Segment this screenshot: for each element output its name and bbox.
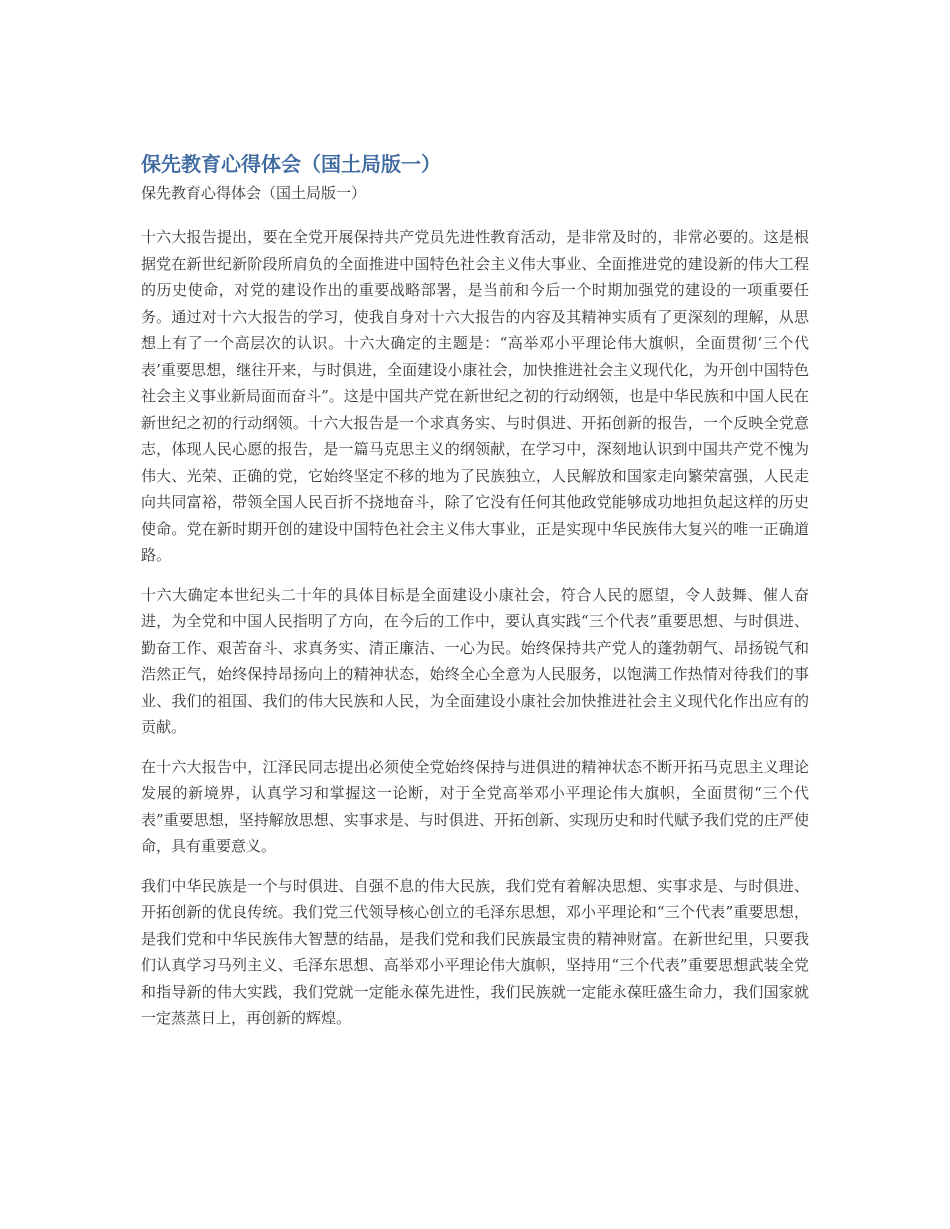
document-page — [141, 148, 809, 1045]
paragraph-2: 十六大确定本世纪头二十年的具体目标是全面建设小康社会，符合人民的愿望，令人鼓舞、催人奋进，为全党和中国人民指明了方向，在今后的工作中，要认真实践“三个代表”重要思想、与时俱进、勤奋工作、艰苦奋斗、求真务实、清正廉洁、一心为民。始终保持共产党人的蓬勃朝气、昂扬锐气和浩然正气，始终保持昂扬向上的精神状态，始终全心全意为人民服务，以饱满工作热情对待我们的事业、我们的祖国、我们的伟大民族和人民，为全面建设小康社会加快推进社会主义现代化作出应有的贡献。 — [141, 585, 809, 736]
paragraph-4: 我们中华民族是一个与时俱进、自强不息的伟大民族，我们党有着解决思想、实事求是、与时俱进、开拓创新的优良传统。我们党三代领导核心创立的毛泽东思想，邓小平理论和“三个代表”重要思想，是我们党和中华民族伟大智慧的结晶，是我们党和我们民族最宝贵的精神财富。在新世纪里，只要我们认真学习马列主义、毛泽东思想、高举邓小平理论伟大旗帜，坚持用“三个代表”重要思想武装全党和指导新的伟大实践，我们党就一定能永葆先进性，我们民族就一定能永葆旺盛生命力，我们国家就一定蒸蒸日上，再创新的辉煌。 — [141, 876, 809, 1027]
paragraph-3: 在十六大报告中，江泽民同志提出必须使全党始终保持与进俱进的精神状态不断开拓马克思主义理论发展的新境界，认真学习和掌握这一论断，对于全党高举邓小平理论伟大旗帜，全面贯彻“三个代表”重要思想，坚持解放思想、实事求是、与时俱进、开拓创新、实现历史和时代赋予我们党的庄严使命，具有重要意义。 — [141, 757, 809, 855]
document-title: 保先教育心得体会（国土局版一） — [141, 152, 441, 176]
paragraph-1: 十六大报告提出，要在全党开展保持共产党员先进性教育活动，是非常及时的，非常必要的。这是根据党在新世纪新阶段所肩负的全面推进中国特色社会主义伟大事业、全面推进党的建设新的伟大工程的历史使命，对党的建设作出的重要战略部署，是当前和今后一个时期加强党的建设的一项重要任务。通过对十六大报告的学习，使我自身对十六大报告的内容及其精神实质有了更深刻的理解，从思想上有了一个高层次的认识。十六大确定的主题是：“高举邓小平理论伟大旗帜，全面贯彻‘三个代表’重要思想，继往开来，与时俱进，全面建设小康社会，加快推进社会主义现代化，为开创中国特色社会主义事业新局面而奋斗”。这是中国共产党在新世纪之初的行动纲领，也是中华民族和中国人民在新世纪之初的行动纲领。十六大报告是一个求真务实、与时俱进、开拓创新的报告，一个反映全党意志，体现人民心愿的报告，是一篇马克思主义的纲领献，在学习中，深刻地认识到中国共产党不愧为伟大、光荣、正确的党，它始终坚定不移的地为了民族独立，人民解放和国家走向繁荣富强，人民走向共同富裕，带领全国人民百折不挠地奋斗，除了它没有任何其他政党能够成功地担负起这样的历史使命。党在新时期开创的建设中国特色社会主义伟大事业，正是实现中华民族伟大复兴的唯一正确道路。 — [141, 228, 809, 564]
document-subtitle: 保先教育心得体会（国土局版一） — [141, 184, 367, 202]
